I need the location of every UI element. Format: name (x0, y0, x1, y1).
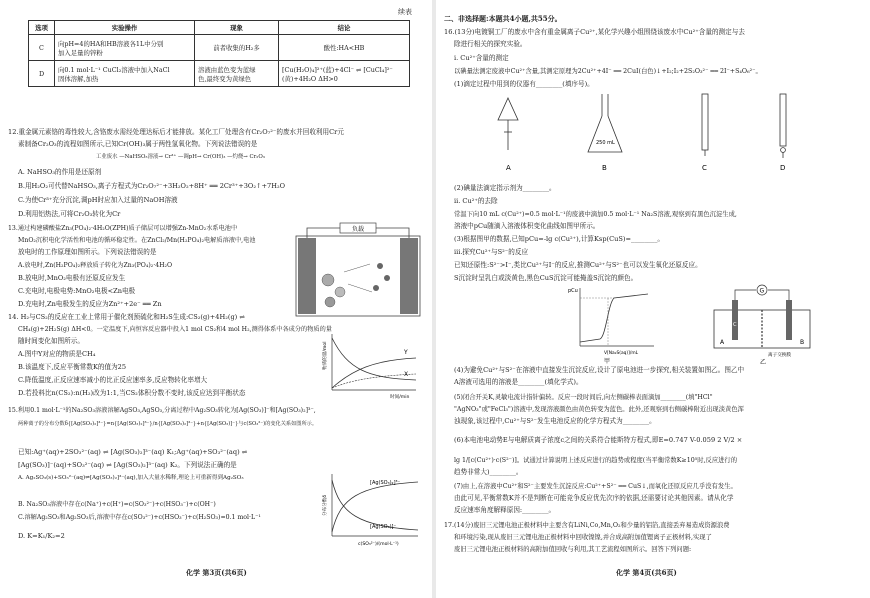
burette (702, 94, 708, 172)
exam-page-4 (436, 0, 870, 598)
x-axis-label: V[Na₂S(aq)]/mL (604, 351, 639, 356)
q16-part-5-line3: 浊现象,该过程中,Cu²⁺与S²⁻发生电池反应的化学方程式为________。 (454, 417, 656, 425)
figure-label: 甲 (604, 358, 611, 365)
instrument-label: C (702, 164, 707, 172)
burette-2 (780, 94, 786, 172)
q15-distribution-graph (318, 470, 422, 548)
q15-stem-line3: 已知:Ag⁺(aq)+2SO₃²⁻(aq) ⇌ [Ag(SO₃)₂]³⁻(aq) K₁;Ag⁺(aq)+SO₃²⁻(aq) ⇌ (18, 448, 248, 456)
instrument-label: A (506, 164, 511, 172)
q15-stem-line2: 两种离子的分布分数δ{[Ag(SO₃)₂]³⁻}=n{[Ag(SO₃)₂]³⁻}/n{[Ag(SO₃)₂]³⁻}+n{[Ag(SO₃)]⁻}与c(SO₃²⁻)的变化关系如图所示。 (18, 421, 318, 427)
q15-stem-line4: [Ag(SO₃)]⁻(aq)+SO₃²⁻(aq) ⇌ [Ag(SO₃)₂]³⁻(aq) K₂。下列说法正确的是 (18, 461, 237, 469)
q16-section-3-line1: 已知还原性:S²⁻>I⁻,类比Cu²⁺与I⁻的反应,推测Cu²⁺与S²⁻也可以发生氧化还原反应。 (454, 261, 702, 269)
q14-option-c: C.降低温度,正反应速率减小的比正反应速率多,反应物转化率增大 (18, 376, 208, 384)
q12-flow-chart: 工业废水 —NaHSO₃溶液→ Cr³⁺ —调pH→ Cr(OH)₃ —灼烧→ Cr₂O₃ (96, 154, 265, 160)
q12-option-b: B.用H₂O₂可代替NaHSO₃,离子方程式为Cr₂O₇²⁻+3H₂O₂+8H⁺ ══ 2Cr³⁺+3O₂↑+7H₂O (18, 182, 286, 190)
figure-label: 乙 (760, 359, 767, 366)
q13-battery-diagram (292, 222, 424, 318)
instrument-label: B (602, 164, 607, 172)
figure-yi-galvanic-cell (708, 282, 820, 364)
q13-stem-line1: 13.通过构建磷酸盐Zn₃(PO₄)₂·4H₂O(ZPH)质子储层可以增强Zn-MnO₂水系电池中 (8, 225, 238, 232)
q15-option-c: C.溶解Ag₂SO₃和Ag₂SO₃后,溶液中存在c(SO₃²⁻)+c(HSO₃⁻)+c(H₂SO₃)=0.1 mol·L⁻¹ (18, 514, 261, 521)
q15-option-b: B. Na₂SO₃溶液中存在c(Na⁺)+c(H⁺)=c(SO₃²⁻)+c(HSO₃⁻)+c(OH⁻) (18, 501, 216, 508)
instrument-label: D (780, 164, 786, 172)
q16-section-2-line1: 常温下向10 mL c(Cu²⁺)=0.5 mol·L⁻¹的废液中滴加0.5 mol·L⁻¹ Na₂S溶液,观察到有黑色沉淀生成, (454, 211, 737, 218)
q14-amount-time-graph (318, 330, 422, 400)
q13-option-c: C.充电时,电极电势:MnO₂电极<Zn电极 (18, 287, 136, 295)
q14-option-b: B.该温度下,反应平衡常数K的值为25 (18, 363, 127, 371)
conclusion-cell: 酸性:HA<HB (279, 35, 410, 61)
q14-option-d: D.若投料比n(CS₂):n(H₂)改为1:1,当CS₂体积分数不变时,该反应达到平衡状态 (18, 389, 246, 397)
conclusion-cell: [Cu(H₂O)₄]²⁺(蓝)+4Cl⁻ ⇌ [CuCl₄]²⁻ (黄)+4H₂O ΔH>0 (279, 61, 410, 87)
q17-stem-line2: 和环境污染,现从废旧三元锂电池正极材料中回收镍镍,并合成高附加值锂离子正极材料,实现了 (454, 534, 712, 541)
zn-electrode (298, 238, 316, 314)
operation-cell: 向pH=4的HA和HB溶液各1L中分别 加入足量的锌粉 (55, 35, 195, 61)
q12-stem-line1: 12.重金属元素铬的毒性较大,含铬废水需经处理达标后才能排放。某化工厂处理含有Cr₂O₇²⁻的废水并回收利用Cr元 (8, 128, 344, 136)
q12-option-c: C.为使Cr³⁺充分沉淀,调pH时应加入过量的NaOH溶液 (18, 196, 178, 204)
exam-page-3 (0, 0, 432, 598)
q15-option-d: D. K=K₁/K₂=2 (18, 532, 65, 540)
q16-section-1-text: 以碘量法测定废液中Cu²⁺含量,其测定原理为2Cu²⁺+4I⁻ ══ 2CuI(白色)↓+I₂;I₂+2S₂O₃²⁻ ══ 2I⁻+S₄O₆²⁻。 (454, 68, 762, 75)
electrode-label: C (733, 322, 737, 328)
continued-label: 续表 (398, 8, 412, 16)
x-axis-label: 时间/min (390, 395, 410, 400)
y-axis-label: pCu (568, 288, 578, 294)
q16-section-2: ⅱ. Cu²⁺的去除 (454, 197, 498, 205)
q16-part-6-line3: 趋势非常大)________。 (454, 468, 523, 476)
phenomenon-cell: 溶液由蓝色变为蓝绿 色,最终变为黄绿色 (195, 61, 279, 87)
table-header: 选项 (29, 21, 55, 35)
q16-part-6-line1: (6)本电池电动势E与电解质离子浓度c之间的关系符合能斯特方程式,即E=0.747 V-0.059 2 V/2 × (454, 436, 743, 444)
q15-option-a: A. Ag₂SO₃(s)+SO₃²⁻(aq)⇌[Ag(SO₃)₂]³⁻(aq),加入大量水稀释,理论上可重新得到Ag₂SO₃ (18, 475, 244, 481)
figure-jia-pcu-graph (564, 284, 660, 364)
table-header: 实验操作 (55, 21, 195, 35)
q12-option-d: D.利用铝热法,可将Cr₂O₃转化为Cr (18, 210, 121, 218)
q16-part-4-line1: (4)为避免Cu²⁺与S²⁻在溶液中直接发生沉淀反应,设计了原电池进一步探究,相关装置如图乙。图乙中 (454, 366, 745, 374)
page-footer: 化学 第4页(共6页) (616, 568, 677, 577)
q16-part-7-line1: (7)由上,在溶液中Cu²⁺和S²⁻主要发生沉淀反应:Cu²⁺+S²⁻ ══ CuS↓,而氧化还原反应几乎没有发生。 (454, 483, 737, 490)
q16-instruments (466, 90, 846, 180)
volumetric-flask (588, 94, 622, 172)
load-label: 负载 (351, 226, 365, 233)
curve-label-1: [Ag(SO₃)₂]³⁻ (370, 480, 401, 486)
table-header: 结论 (279, 21, 410, 35)
q12-option-a: A. NaHSO₃的作用是还原剂 (18, 168, 102, 176)
q17-stem-line3: 废旧三元锂电池正极材料的高附加值回收与利用,其工艺流程如图所示。回答下列问题: (454, 546, 692, 553)
q13-option-d: D.充电时,Zn电极发生的反应为Zn²⁺+2e⁻ ══ Zn (18, 300, 162, 308)
left-carbon-rod (732, 300, 738, 340)
page-footer: 化学 第3页(共6页) (186, 568, 247, 577)
left-solution-label: A (720, 339, 725, 346)
q16-section-1: ⅰ. Cu²⁺含量的测定 (454, 54, 509, 62)
q16-section-3: ⅲ.探究Cu²⁺与S²⁻的反应 (454, 248, 529, 256)
q16-part-2: (2)碘量法滴定指示剂为________。 (454, 184, 556, 192)
phenomenon-cell: 前者收集的H₂多 (195, 35, 279, 61)
curve-label-2: [Ag(SO₃)]⁻ (370, 524, 397, 530)
operation-cell: 向0.1 mol·L⁻¹ CuCl₂溶液中加入NaCl 固体溶解,加热 (55, 61, 195, 87)
q16-stem-line1: 16.(13分)电镀铜工厂的废水中含有重金属离子Cu²⁺,某化学兴趣小组围绕该废水中Cu²⁺含量的测定与去 (444, 28, 745, 36)
separatory-funnel (498, 98, 518, 172)
q16-part-7-line2: 由此可见,平衡常数K并不是判断在可能竞争反应优先次序的依据,还需要讨论其他因素。请从化学 (454, 494, 734, 502)
membrane-label: 离子交换膜 (768, 353, 791, 358)
q13-stem-line2: MnO₂沉积电化学活性和电池的循环稳定性。在ZnCl₂/Mn(H₂PO₄)₂电解质溶液中,电池 (18, 237, 256, 244)
q14-stem-line3: 随时间变化如图所示。 (18, 337, 84, 345)
table-row (29, 35, 410, 61)
q16-part-5-line2: "AgNO₃"或"FeCl₃")溶液中,发现溶液颜色由黄色转变为蓝色。此外,还观察到右侧碳棒附近出现淡黄色浑 (454, 406, 744, 413)
table-header-row (29, 21, 410, 35)
experiment-table (28, 20, 410, 87)
q16-part-4-line2: A溶液可选用的溶液是________(填化学式)。 (454, 378, 583, 386)
q16-section-2-line2: 溶液中pCu随滴入溶液体积变化曲线如图甲所示。 (454, 222, 600, 230)
q14-stem-line1: 14. H₂与CS₂的反应在工业上常用于催化剂预硫化和H₂S生成:CS₂(g)+4H₂(g) ⇌ (8, 313, 245, 321)
x-axis-label: c(SO₃²⁻)/(mol·L⁻¹) (358, 542, 399, 547)
q16-part-1: (1)滴定过程中用到的仪器有________(填序号)。 (454, 80, 594, 88)
q17-stem-line1: 17.(14分)废旧三元锂电池正极材料中主要含有LiNi,Co,Mn,O₂和少量的铝箔,直接丢弃易造成资源浪费 (444, 522, 730, 529)
y-axis-label: 物质的量/mol (323, 341, 328, 370)
q14-stem-line2: CH₄(g)+2H₂S(g) ΔH<0。一定温度下,向恒容反应器中投入1 mol CS₂和4 mol H₂,测得体系中各成分的物质的量 (18, 326, 332, 333)
mno2-electrode (400, 238, 418, 314)
q13-stem-line3: 放电时的工作原理如图所示。下列说法错误的是 (18, 248, 157, 256)
q16-stem-line2: 除进行相关的探究实验。 (454, 40, 527, 48)
curve-y-label: Y (404, 349, 408, 356)
table-header: 现象 (195, 21, 279, 35)
section-heading: 二、非选择题:本题共4小题,共55分。 (444, 14, 562, 23)
q16-part-7-line3: 反应速率角度解释原因:________。 (454, 506, 556, 514)
q12-stem-line2: 素制备Cr₂O₃的流程如图所示,已知Cr(OH)₃属于两性氢氧化物。下列说法错误的是 (18, 140, 258, 148)
q15-stem-line1: 15.利用0.1 mol·L⁻¹的Na₂SO₃溶液溶解AgSO₃,AgSO₃,分离过程中Ag₂SO₃转化为[Ag(SO₃)]⁻和[Ag(SO₃)₂]³⁻, (8, 407, 316, 414)
right-solution-label: B (800, 339, 805, 346)
q16-part-6-line2: lg 1/[c(Cu²⁺)·c(S²⁻)]。试通过计算说明上述反应进行的趋势或程度(当平衡常数K≥10⁵时,反应进行的 (454, 457, 738, 464)
right-carbon-rod (786, 300, 792, 340)
option-cell: C (29, 35, 55, 61)
table-row (29, 61, 410, 87)
y-axis-label: 分布分数δ (323, 494, 328, 516)
q13-option-b: B.放电时,MnO₂电极有还原反应发生 (18, 274, 126, 282)
q16-part-3: (3)根据图甲的数据,已知pCu=-lg c(Cu²⁺),计算Ksp(CuS)=________。 (454, 235, 664, 243)
option-cell: D (29, 61, 55, 87)
q16-section-3-line2: S沉淀时呈乳白或淡黄色,黑色CuS沉淀可能掩盖S沉淀的颜色。 (454, 274, 638, 282)
q13-option-a: A.放电时,Zn(H₂PO₄)₂释放质子转化为Zn₃(PO₄)₂·4H₂O (18, 262, 173, 269)
galvanometer-label: G (759, 287, 765, 295)
q16-part-5-line1: (5)闭合开关K,灵敏电流计指针偏转。反应一段时间后,向左侧碳棒表面滴加________(填"HCl" (454, 394, 713, 401)
q14-option-a: A.图中Y对应的物质是CH₄ (18, 350, 96, 358)
flask-volume-label: 250 mL (596, 140, 615, 146)
curve-x-label: X (404, 371, 409, 378)
